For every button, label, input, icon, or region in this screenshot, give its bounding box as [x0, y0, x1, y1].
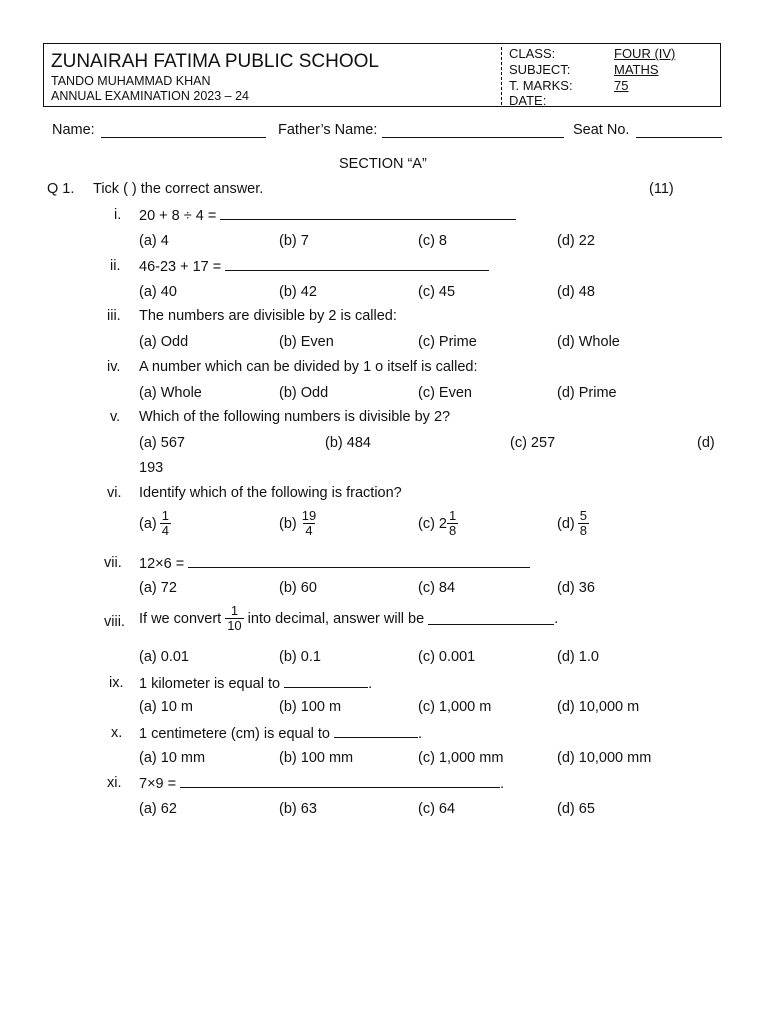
option[interactable]: (a) 62 [139, 801, 177, 817]
item-number: xi. [107, 775, 122, 791]
question-marks: (11) [649, 181, 674, 197]
date-label: DATE: [509, 93, 547, 108]
school-name: ZUNAIRAH FATIMA PUBLIC SCHOOL [51, 51, 379, 72]
item-question: If we convert $\frac{1}{10}$ into decimal, answer will be . [139, 603, 559, 633]
section-title: SECTION “A” [339, 156, 427, 172]
option[interactable]: (a) Whole [139, 385, 202, 401]
item-number: vii. [104, 555, 122, 571]
item-number: ix. [109, 675, 124, 691]
fraction: $\frac{1}{4}$ [161, 508, 169, 538]
option[interactable]: (b) 7 [279, 233, 309, 249]
item-number: x. [111, 725, 123, 741]
option[interactable]: (d) $\frac{5}{8}$ [557, 508, 587, 538]
exam-title: ANNUAL EXAMINATION 2023 – 24 [51, 89, 249, 103]
option[interactable]: (a) Odd [139, 334, 189, 350]
option[interactable]: (c) 84 [418, 580, 456, 596]
option[interactable]: (a) 72 [139, 580, 177, 596]
seat-no-label: Seat No. [573, 122, 630, 138]
option[interactable]: (b) 100 m [279, 699, 342, 715]
option[interactable]: (c) 2 $\frac{1}{8}$ [418, 508, 457, 538]
answer-blank [334, 725, 418, 738]
item-question: Identify which of the following is fraction? [139, 485, 402, 501]
option[interactable]: (d) Prime [557, 385, 617, 401]
item-number: viii. [104, 614, 125, 630]
school-town: TANDO MUHAMMAD KHAN [51, 74, 211, 88]
item-question: 46-23 + 17 = [139, 258, 489, 275]
item-question: 7×9 = . [139, 776, 505, 792]
option[interactable]: (c) 8 [418, 233, 447, 249]
answer-blank [180, 775, 500, 788]
item-number: vi. [107, 485, 122, 501]
option[interactable]: (d) 1.0 [557, 649, 599, 665]
option[interactable]: (d) 36 [557, 580, 595, 596]
class-value: FOUR (IV) [614, 46, 676, 61]
item-question: The numbers are divisible by 2 is called: [139, 308, 397, 324]
item-number: iv. [107, 359, 121, 375]
option[interactable]: (b) $\frac{19}{4}$ [279, 508, 317, 538]
question-number: Q 1. [47, 181, 75, 197]
item-question: 20 + 8 ÷ 4 = [139, 207, 516, 224]
option[interactable]: (b) 484 [325, 435, 371, 451]
item-number: v. [110, 409, 121, 425]
option[interactable]: (b) 42 [279, 284, 317, 300]
option[interactable]: (c) 1,000 m [418, 699, 492, 715]
fraction: $\frac{5}{8}$ [579, 508, 587, 538]
option[interactable]: (c) Prime [418, 334, 477, 350]
item-number: iii. [107, 308, 121, 324]
answer-blank [428, 612, 554, 625]
option[interactable]: (d) 48 [557, 284, 595, 300]
option[interactable]: (d) 65 [557, 801, 595, 817]
option[interactable]: (c) 45 [418, 284, 456, 300]
answer-blank [284, 675, 368, 688]
option[interactable]: (a) 0.01 [139, 649, 189, 665]
answer-blank [225, 258, 489, 271]
option-wrap[interactable]: 193 [139, 460, 164, 476]
item-question: 1 kilometer is equal to . [139, 676, 373, 692]
answer-blank [220, 207, 516, 220]
option[interactable]: (c) 257 [510, 435, 556, 451]
option[interactable]: (a) 10 m [139, 699, 193, 715]
seat-no-field[interactable] [636, 125, 722, 138]
class-label: CLASS: [509, 46, 556, 61]
name-label: Name: [52, 122, 95, 138]
option[interactable]: (b) 63 [279, 801, 317, 817]
option[interactable]: (c) 64 [418, 801, 456, 817]
marks-value: 75 [614, 78, 629, 93]
option[interactable]: (b) 100 mm [279, 750, 354, 766]
option[interactable]: (b) Even [279, 334, 334, 350]
marks-label: T. MARKS: [509, 78, 573, 93]
name-field[interactable] [101, 125, 266, 138]
option[interactable]: (b) 60 [279, 580, 317, 596]
option[interactable]: (c) Even [418, 385, 472, 401]
subject-value: MATHS [614, 62, 659, 77]
option[interactable]: (d) [697, 435, 715, 451]
option[interactable]: (a) 4 [139, 233, 169, 249]
item-question: Which of the following numbers is divisible by 2? [139, 409, 451, 425]
option[interactable]: (d) Whole [557, 334, 620, 350]
option[interactable]: (d) 22 [557, 233, 595, 249]
option[interactable]: (b) Odd [279, 385, 329, 401]
item-question: 1 centimetere (cm) is equal to . [139, 726, 423, 742]
option[interactable]: (c) 0.001 [418, 649, 476, 665]
option[interactable]: (a) 40 [139, 284, 177, 300]
answer-blank [188, 555, 530, 568]
item-question: 12×6 = [139, 555, 530, 572]
item-number: i. [114, 207, 122, 223]
fraction: $\frac{1}{10}$ [227, 603, 242, 633]
item-question: A number which can be divided by 1 o itself is called: [139, 359, 478, 375]
father-name-field[interactable] [382, 125, 564, 138]
father-name-label: Father’s Name: [278, 122, 378, 138]
option[interactable]: (c) 1,000 mm [418, 750, 504, 766]
option[interactable]: (b) 0.1 [279, 649, 321, 665]
fraction: $\frac{1}{8}$ [449, 508, 457, 538]
option[interactable]: (d) 10,000 mm [557, 750, 652, 766]
fraction: $\frac{19}{4}$ [301, 508, 317, 538]
option[interactable]: (a) 10 mm [139, 750, 206, 766]
header-divider [501, 47, 502, 105]
subject-label: SUBJECT: [509, 62, 571, 77]
option[interactable]: (a) 567 [139, 435, 185, 451]
option[interactable]: (d) 10,000 m [557, 699, 640, 715]
option[interactable]: (a) $\frac{1}{4}$ [139, 508, 169, 538]
question-instruction: Tick ( ) the correct answer. [93, 181, 264, 197]
item-number: ii. [110, 258, 121, 274]
